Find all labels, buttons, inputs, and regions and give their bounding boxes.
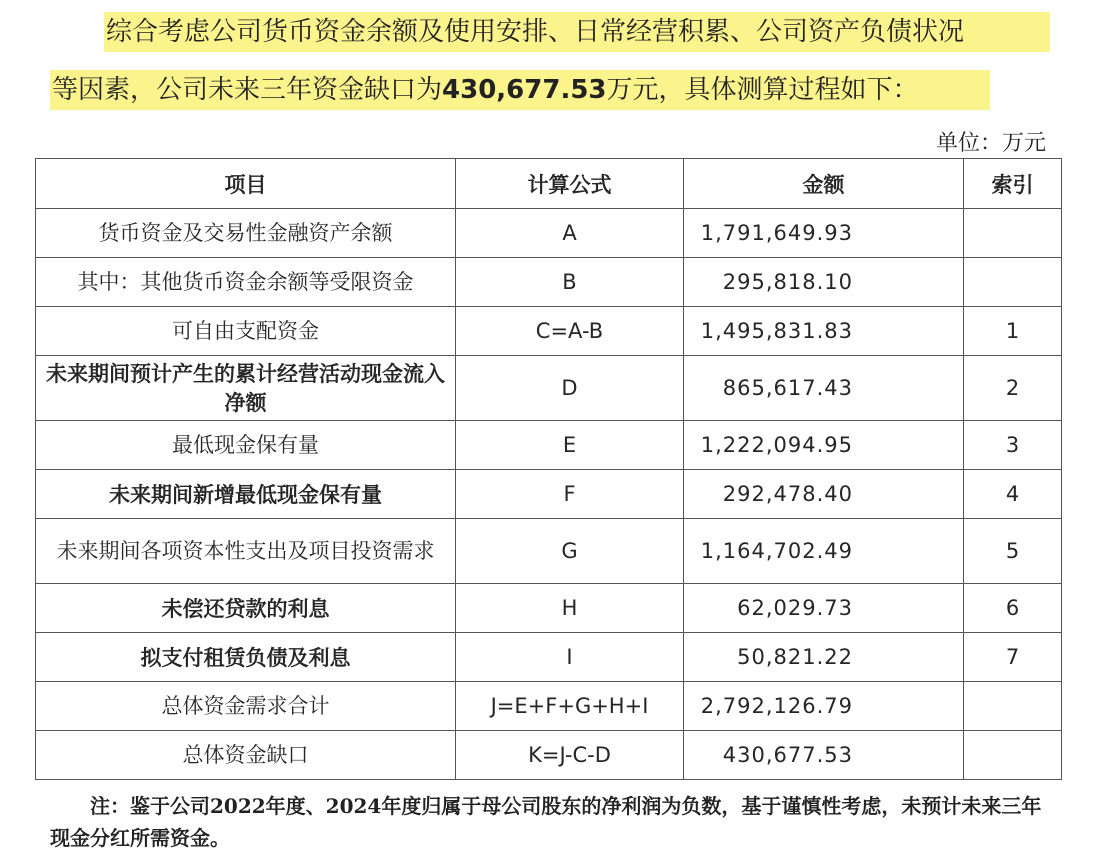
row-formula: A: [456, 209, 684, 258]
row-item: 货币资金及交易性金融资产余额: [36, 209, 456, 258]
row-item: 未来期间新增最低现金保有量: [36, 470, 456, 519]
row-index: [964, 258, 1062, 307]
row-amount: 865,617.43: [684, 356, 964, 421]
row-formula: G: [456, 519, 684, 584]
row-formula: C=A-B: [456, 307, 684, 356]
row-item: 总体资金需求合计: [36, 682, 456, 731]
header-index: 索引: [964, 159, 1062, 209]
row-amount: 1,791,649.93: [684, 209, 964, 258]
row-index: [964, 209, 1062, 258]
row-item: 可自由支配资金: [36, 307, 456, 356]
table-row: [36, 356, 1062, 421]
row-amount: 2,792,126.79: [684, 682, 964, 731]
header-formula: 计算公式: [456, 159, 684, 209]
row-amount: 62,029.73: [684, 584, 964, 633]
table-row: [36, 682, 1062, 731]
row-amount: 1,495,831.83: [684, 307, 964, 356]
row-formula: F: [456, 470, 684, 519]
row-index: 3: [964, 421, 1062, 470]
row-formula: K=J-C-D: [456, 731, 684, 780]
table-row: [36, 470, 1062, 519]
table-row: [36, 731, 1062, 780]
row-index: 4: [964, 470, 1062, 519]
row-formula: H: [456, 584, 684, 633]
row-item: 未来期间预计产生的累计经营活动现金流入净额: [36, 356, 456, 421]
row-index: 6: [964, 584, 1062, 633]
row-index: 2: [964, 356, 1062, 421]
row-item: 未来期间各项资本性支出及项目投资需求: [36, 519, 456, 584]
row-amount: 295,818.10: [684, 258, 964, 307]
row-index: [964, 682, 1062, 731]
row-item: 总体资金缺口: [36, 731, 456, 780]
table-header-row: [36, 159, 1062, 209]
row-amount: 292,478.40: [684, 470, 964, 519]
row-item: 拟支付租赁负债及利息: [36, 633, 456, 682]
row-formula: B: [456, 258, 684, 307]
row-index: 1: [964, 307, 1062, 356]
footnote: 注：鉴于公司2022年度、2024年度归属于母公司股东的净利润为负数，基于谨慎性考虑，未预计未来三年现金分红所需资金。: [50, 794, 1042, 850]
table-row: [36, 258, 1062, 307]
row-item: 最低现金保有量: [36, 421, 456, 470]
row-index: 5: [964, 519, 1062, 584]
table-row: [36, 421, 1062, 470]
header-amount: 金额: [684, 159, 964, 209]
row-amount: 50,821.22: [684, 633, 964, 682]
table-row: [36, 633, 1062, 682]
unit-label: 单位：万元: [935, 131, 1046, 156]
row-amount: 1,164,702.49: [684, 519, 964, 584]
row-formula: J=E+F+G+H+I: [456, 682, 684, 731]
row-formula: D: [456, 356, 684, 421]
intro-line-2-prefix: 等因素，公司未来三年资金缺口为: [52, 75, 443, 105]
row-index: 7: [964, 633, 1062, 682]
row-amount: 1,222,094.95: [684, 421, 964, 470]
table-row: [36, 519, 1062, 584]
row-formula: I: [456, 633, 684, 682]
intro-line-1: 综合考虑公司货币资金余额及使用安排、日常经营积累、公司资产负债状况: [104, 12, 1050, 52]
row-item: 未偿还贷款的利息: [36, 584, 456, 633]
table-row: [36, 584, 1062, 633]
row-formula: E: [456, 421, 684, 470]
intro-line-2-suffix: 万元，具体测算过程如下：: [606, 75, 919, 105]
table-row: [36, 209, 1062, 258]
funding-gap-table: [35, 158, 1062, 780]
table-row: [36, 307, 1062, 356]
row-amount: 430,677.53: [684, 731, 964, 780]
row-index: [964, 731, 1062, 780]
funding-gap-amount: 430,677.53: [442, 75, 607, 105]
intro-line-2: [50, 70, 990, 110]
row-item: 其中：其他货币资金余额等受限资金: [36, 258, 456, 307]
header-item: 项目: [36, 159, 456, 209]
